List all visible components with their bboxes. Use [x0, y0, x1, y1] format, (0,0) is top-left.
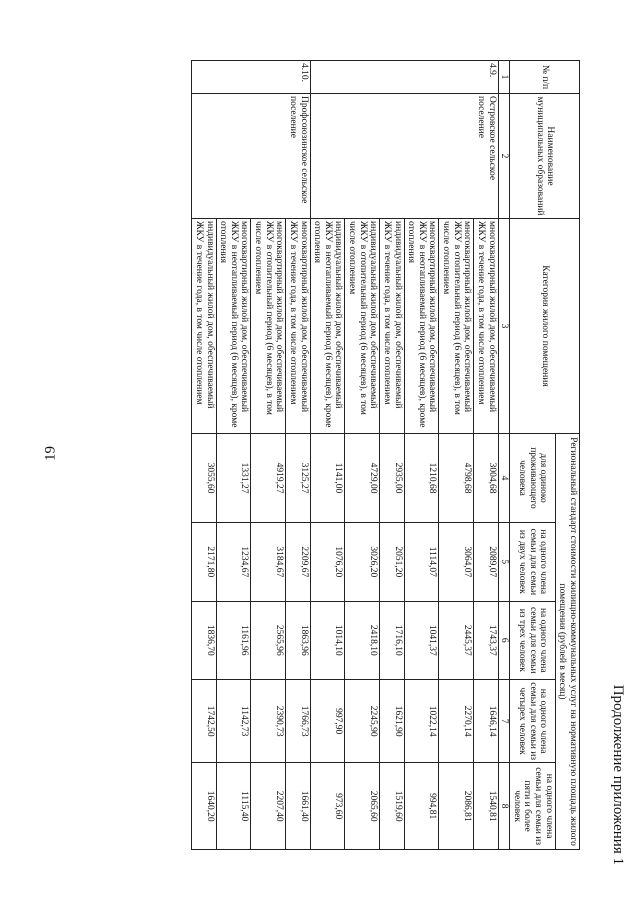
- index-cell: 2: [498, 94, 510, 219]
- value-cell: 2209,67: [286, 523, 310, 602]
- standards-table: [191, 60, 580, 850]
- value-cell: 4798,68: [439, 434, 474, 523]
- value-cell: 1041,37: [404, 601, 439, 679]
- value-cell: 2171,80: [192, 523, 216, 602]
- value-cell: 994,81: [404, 763, 439, 850]
- index-cell: 4: [498, 434, 510, 523]
- category-cell: многоквартирный жилой дом, обеспечиваемый ЖКУ в отопительный период (6 месяцев), в том числе отоплением: [251, 219, 286, 434]
- category-cell: индивидуальный жилой дом, обеспечиваемый ЖКУ в отопительный период (6 месяцев), в том числе отоплением: [345, 219, 380, 434]
- page-number: 19: [42, 446, 59, 461]
- value-cell: 2207,40: [251, 763, 286, 850]
- value-cell: 973,60: [310, 763, 345, 850]
- value-cell: 1331,27: [216, 434, 251, 523]
- header-sub-4: на одного члена семьи для семьи из четырех человек: [510, 680, 556, 763]
- category-cell: индивидуальный жилой дом, обеспечиваемый ЖКУ в течение года, в том числе отоплением: [380, 219, 404, 434]
- table-row: [474, 61, 498, 850]
- value-cell: 1742,50: [192, 680, 216, 763]
- row-number: 4.10.: [192, 61, 310, 94]
- value-cell: 1661,40: [286, 763, 310, 850]
- category-cell: многоквартирный жилой дом, обеспечиваемый ЖКУ в течение года, в том числе отоплением: [286, 219, 310, 434]
- category-cell: индивидуальный жилой дом, обеспечиваемый ЖКУ в неотапливаемый период (6 месяцев), кроме отопления: [310, 219, 345, 434]
- value-cell: 3026,20: [345, 523, 380, 602]
- row-number: 4.9.: [310, 61, 498, 94]
- value-cell: 2935,00: [380, 434, 404, 523]
- value-cell: 997,90: [310, 680, 345, 763]
- value-cell: 2086,81: [439, 763, 474, 850]
- index-cell: 6: [498, 601, 510, 679]
- municipality-name: Островское сельское поселение: [310, 94, 498, 219]
- value-cell: 1863,96: [286, 601, 310, 679]
- index-cell: 1: [498, 61, 510, 94]
- header-category: Категория жилого помещения: [510, 219, 580, 434]
- header-municipality: Наименование муниципальных образований: [510, 94, 580, 219]
- value-cell: 1743,37: [474, 601, 498, 679]
- header-sub-2: на одного члена семьи для семьи из двух человек: [510, 523, 556, 602]
- value-cell: 1234,67: [216, 523, 251, 602]
- header-standard: Региональный стандарт стоимости жилищно-коммунальных услуг на нормативную площадь жилого помещения (рублей в месяц): [555, 434, 579, 850]
- value-cell: 3125,27: [286, 434, 310, 523]
- value-cell: 2089,07: [474, 523, 498, 602]
- header-no: № п/п: [510, 61, 580, 94]
- value-cell: 4919,27: [251, 434, 286, 523]
- value-cell: 2390,73: [251, 680, 286, 763]
- value-cell: 1142,73: [216, 680, 251, 763]
- value-cell: 1141,00: [310, 434, 345, 523]
- index-row: [498, 61, 510, 850]
- table-row: [286, 61, 310, 850]
- index-cell: 8: [498, 763, 510, 850]
- header-sub-5: на одного члена семьи для семьи из пяти и более человек: [510, 763, 556, 850]
- value-cell: 2565,96: [251, 601, 286, 679]
- municipality-name: Профсоюзинское сельское поселение: [192, 94, 310, 219]
- value-cell: 3064,07: [439, 523, 474, 602]
- value-cell: 3055,60: [192, 434, 216, 523]
- value-cell: 1114,07: [404, 523, 439, 602]
- header-sub-3: на одного члена семьи для семьи из трех человек: [510, 601, 556, 679]
- value-cell: 1519,60: [380, 763, 404, 850]
- value-cell: 3184,67: [251, 523, 286, 602]
- value-cell: 1766,73: [286, 680, 310, 763]
- value-cell: 2270,14: [439, 680, 474, 763]
- value-cell: 1646,14: [474, 680, 498, 763]
- value-cell: 1836,70: [192, 601, 216, 679]
- value-cell: 4729,00: [345, 434, 380, 523]
- value-cell: 1210,68: [404, 434, 439, 523]
- index-cell: 5: [498, 523, 510, 602]
- value-cell: 2065,60: [345, 763, 380, 850]
- category-cell: многоквартирный жилой дом, обеспечиваемый ЖКУ в неотапливаемый период (6 месяцев), кроме отопления: [216, 219, 251, 434]
- value-cell: 1076,20: [310, 523, 345, 602]
- category-cell: многоквартирный жилой дом, обеспечиваемый ЖКУ в отопительный период (6 месяцев), в том числе отоплением: [439, 219, 474, 434]
- appendix-note: Продолжение приложения 1: [610, 684, 626, 865]
- value-cell: 1115,40: [216, 763, 251, 850]
- value-cell: 2051,20: [380, 523, 404, 602]
- index-cell: 7: [498, 680, 510, 763]
- value-cell: 1014,10: [310, 601, 345, 679]
- value-cell: 1640,20: [192, 763, 216, 850]
- value-cell: 2445,37: [439, 601, 474, 679]
- value-cell: 1161,96: [216, 601, 251, 679]
- category-cell: индивидуальный жилой дом, обеспечиваемый ЖКУ в течение года, в том числе отоплением: [192, 219, 216, 434]
- value-cell: 1540,81: [474, 763, 498, 850]
- value-cell: 1621,90: [380, 680, 404, 763]
- header-sub-1: для одиноко проживающего человека: [510, 434, 556, 523]
- value-cell: 1022,14: [404, 680, 439, 763]
- value-cell: 2418,10: [345, 601, 380, 679]
- category-cell: многоквартирный жилой дом, обеспечиваемый ЖКУ в неотапливаемый период (6 месяцев), кроме отопления: [404, 219, 439, 434]
- index-cell: 3: [498, 219, 510, 434]
- category-cell: многоквартирный жилой дом, обеспечиваемый ЖКУ в течение года, в том числе отоплением: [474, 219, 498, 434]
- value-cell: 2245,90: [345, 680, 380, 763]
- value-cell: 1716,10: [380, 601, 404, 679]
- value-cell: 3004,68: [474, 434, 498, 523]
